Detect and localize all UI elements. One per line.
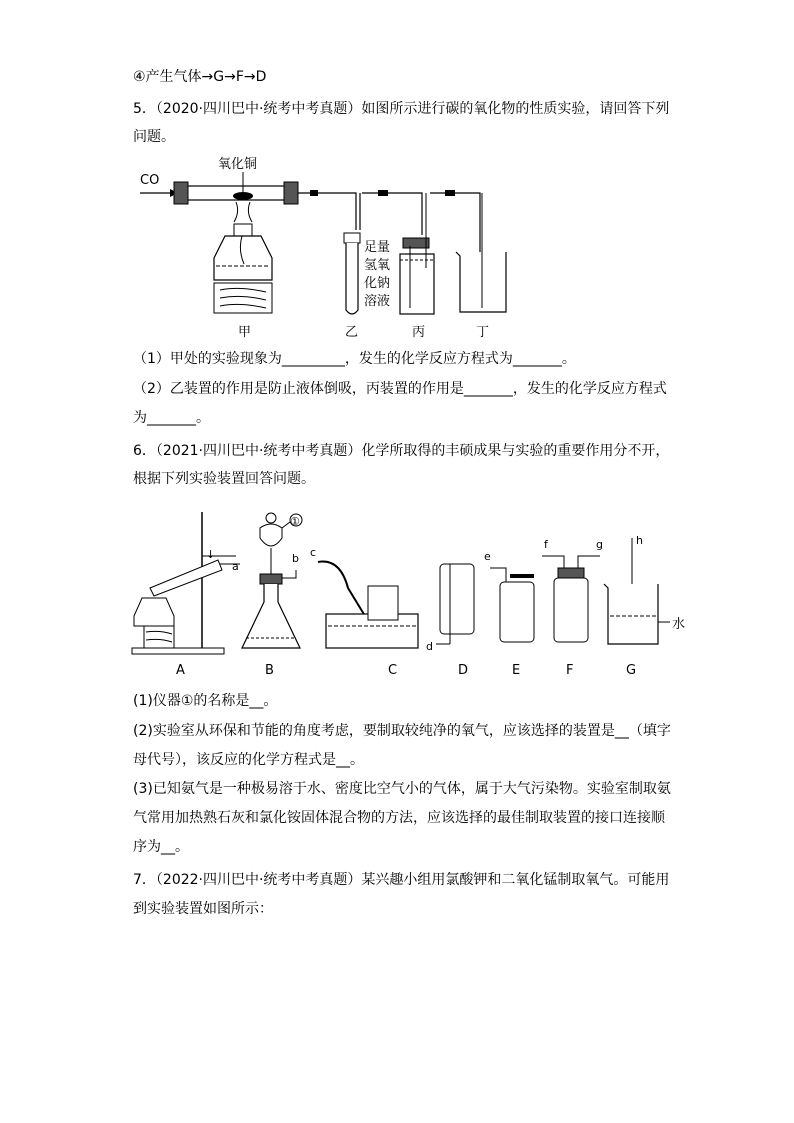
q5-apparatus-figure	[130, 150, 530, 340]
q6-sub-question-2-line-1: (2)实验室从环保和节能的角度考虑，要制取较纯净的氧气，应该选择的装置是__（填字	[133, 723, 671, 739]
beaker	[456, 252, 506, 312]
lamp-flame	[234, 202, 252, 222]
q5-stem-line-2: 问题。	[133, 129, 175, 145]
co-label: CO	[140, 173, 160, 188]
port-label-a: a	[232, 560, 239, 573]
cuo-label: 氧化铜	[218, 157, 258, 172]
instrument-marker-1-text: ①	[290, 515, 300, 528]
apparatus-label-d: D	[458, 663, 469, 678]
gas-collecting-bottle	[368, 586, 398, 620]
q6-sub-question-3-line-1: (3)已知氨气是一种极易溶于水、密度比空气小的气体，属于大气污染物。实验室制取氨	[133, 781, 671, 797]
port-label-c: c	[310, 546, 317, 559]
q5-sub-question-2-line-2: 为_______。	[133, 410, 210, 426]
port-label-b: b	[292, 552, 299, 565]
q6-sub-question-3-line-3: 序为__。	[133, 839, 189, 855]
empty-test-tube	[346, 243, 358, 314]
apparatus-label-a: A	[176, 663, 185, 678]
q6-sub-question-2-line-2: 母代号），该反应的化学方程式是__。	[133, 752, 364, 768]
port-label-f: f	[544, 538, 548, 551]
inverted-bottle	[440, 564, 474, 634]
svg-text:↓: ↓	[206, 548, 216, 561]
naoh-label-2: 氢氧	[364, 258, 391, 273]
q5-sub-question-1: （1）甲处的实验现象为_________，发生的化学反应方程式为_______。	[133, 351, 576, 367]
q4-answer-option-4: ④产生气体→G→F→D	[133, 69, 267, 85]
alcohol-lamp	[214, 236, 272, 280]
water-label: 水	[672, 617, 686, 632]
apparatus-label-f: F	[566, 663, 574, 678]
q7-stem-line-1: 7．（2022·四川巴中·统考中考真题）某兴趣小组用氯酸钾和二氧化锰制取氧气。可能用	[133, 872, 670, 888]
q5-sub-question-2-line-1: （2）乙装置的作用是防止液体倒吸，丙装置的作用是_______，发生的化学反应方程式	[133, 381, 667, 397]
copper-oxide-sample	[233, 192, 253, 200]
g-beaker	[604, 584, 658, 644]
station-label-yi: 乙	[345, 325, 359, 340]
upright-bottle	[500, 582, 534, 642]
heated-test-tube	[150, 560, 222, 596]
naoh-label-1: 足量	[364, 240, 391, 255]
wash-bottle	[554, 578, 588, 642]
apparatus-label-g: G	[626, 663, 637, 678]
q6-stem-line-1: 6．（2021·四川巴中·统考中考真题）化学所取得的丰硕成果与实验的重要作用分不开，	[133, 443, 670, 459]
washing-bottle	[400, 254, 434, 314]
wooden-block	[144, 626, 174, 648]
q5-stem-line-1: 5．（2020·四川巴中·统考中考真题）如图所示进行碳的氧化物的性质实验，请回答下列	[133, 101, 670, 117]
naoh-label-4: 溶液	[364, 294, 391, 309]
q6-sub-question-3-line-2: 气常用加热熟石灰和氯化铵固体混合物的方法，应该选择的最佳制取装置的接口连接顺	[133, 810, 665, 826]
port-label-g: g	[596, 538, 603, 551]
q6-apparatus-figure	[130, 498, 695, 678]
station-label-bing: 丙	[412, 325, 426, 340]
port-label-h: h	[636, 534, 643, 547]
port-label-e: e	[484, 550, 491, 563]
station-label-ding: 丁	[476, 325, 490, 340]
apparatus-label-b: B	[265, 663, 274, 678]
q6-stem-line-2: 根据下列实验装置回答问题。	[133, 471, 315, 487]
apparatus-label-e: E	[512, 663, 521, 678]
right-stopper	[284, 182, 298, 204]
q6-sub-question-1: (1)仪器①的名称是__。	[133, 693, 278, 709]
q7-stem-line-2: 到实验装置如图所示：	[133, 901, 273, 917]
naoh-label-3: 化钠	[364, 276, 391, 291]
left-stopper	[174, 182, 188, 204]
apparatus-label-c: C	[388, 663, 398, 678]
station-label-jia: 甲	[238, 325, 252, 340]
separatory-funnel	[260, 524, 282, 546]
port-label-d: d	[426, 640, 433, 653]
